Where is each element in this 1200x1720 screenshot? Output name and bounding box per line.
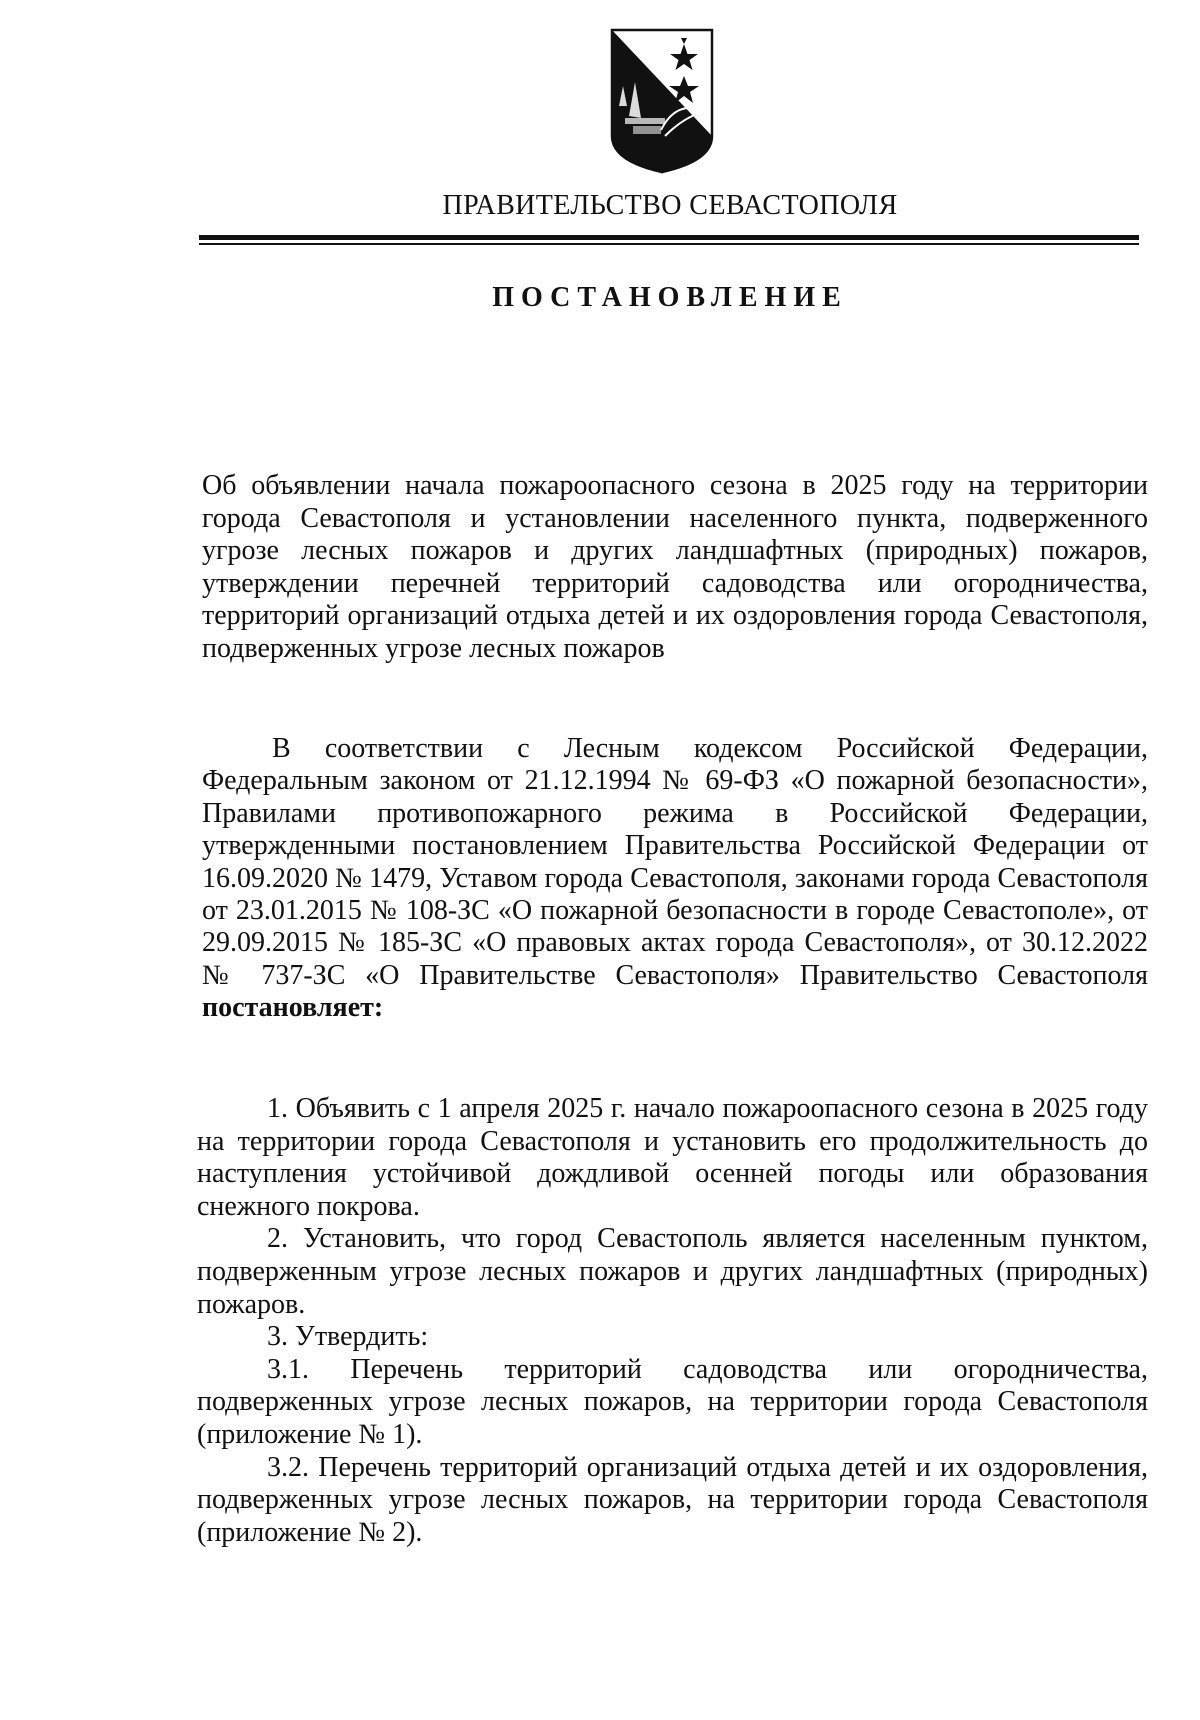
item-3-2: 3.2. Перечень территорий организаций отдыха детей и их оздоровления, подверженных угрозе лесных пожаров, на территории города Севастополя (приложение № 2). (197, 1451, 1148, 1548)
item-3: 3. Утвердить: (267, 1321, 429, 1353)
document-type-title: ПОСТАНОВЛЕНИЕ (492, 282, 848, 313)
preamble-resolves: постановляет: (202, 992, 384, 1024)
resolution-items (197, 1093, 1148, 1549)
preamble-text: В соответствии с Лесным кодексом Российской Федерации, Федеральным законом от 21.12.1994 № 69-ФЗ «О пожарной безопасности», Правилами противопожарного режима в Российской Федерации, утвержденными постановлением Правительства Российской Федерации от 16.09.2020 № 1479, Уставом города Севастополя, законами города Севастополя от 23.01.2015 № 108-ЗС «О пожарной безопасности в городе Севастополе», от 29.09.2015 № 185-ЗС «О правовых актах города Севастополя», от 30.12.2022 № 737-ЗС «О Правительстве Севастополя» Правительство Севастополя (202, 733, 1148, 991)
item-3-1: 3.1. Перечень территорий садоводства или огородничества, подверженных угрозе лесных пожаров, на территории города Севастополя (приложение № 1). (197, 1353, 1148, 1450)
item-2: 2. Установить, что город Севастополь является населенным пунктом, подверженным угрозе лесных пожаров и других ландшафтных (природных) пожаров. (197, 1223, 1148, 1320)
document-subject: Об объявлении начала пожароопасного сезона в 2025 году на территории города Севастополя и установлении населенного пункта, подверженного угрозе лесных пожаров и других ландшафтных (природных) пожаров, утверждении перечней территорий садоводства или огородничества, территорий организаций отдыха детей и их оздоровления города Севастополя, подверженных угрозе лесных пожаров (202, 470, 1148, 664)
header-rule-thick (199, 235, 1139, 240)
coat-of-arms-icon (609, 26, 715, 176)
header-rule-thin (199, 243, 1139, 245)
item-1: 1. Объявить с 1 апреля 2025 г. начало пожароопасного сезона в 2025 году на территории города Севастополя и установить его продолжительность до наступления устойчивой дождливой осенней погоды или образования снежного покрова. (197, 1093, 1148, 1222)
preamble-paragraph (202, 733, 1148, 1025)
organization-name: ПРАВИТЕЛЬСТВО СЕВАСТОПОЛЯ (442, 190, 898, 221)
